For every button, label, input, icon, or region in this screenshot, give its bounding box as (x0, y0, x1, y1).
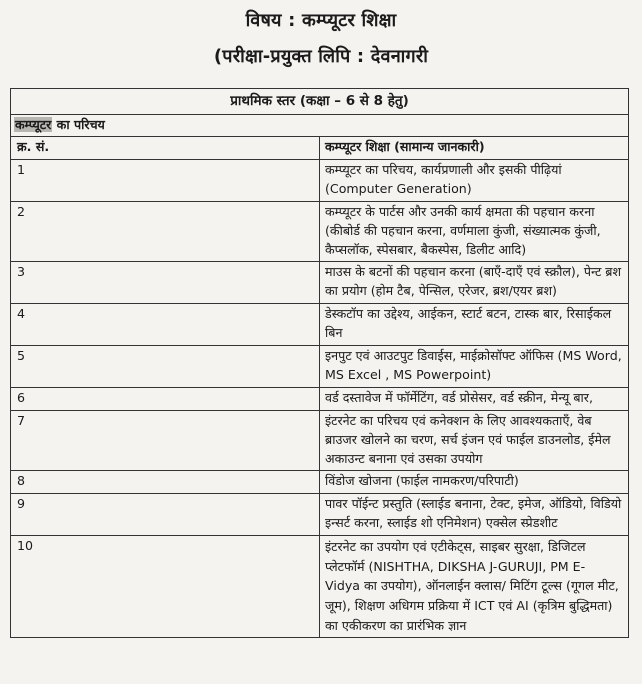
col-num-header: क्र. सं. (11, 137, 320, 160)
subject-title: विषय : कम्प्यूटर शिक्षा (245, 10, 397, 31)
row-num: 8 (11, 471, 320, 494)
syllabus-table (10, 88, 629, 638)
col-topic-header: कम्प्यूटर शिक्षा (सामान्य जानकारी) (320, 137, 629, 160)
level-heading: प्राथमिक स्तर (कक्षा – 6 से 8 हेतु) (11, 89, 629, 115)
section-rest: का परिचय (52, 117, 105, 133)
row-text: विंडोज खोजना (फाईल नामकरण/परिपाटी) (320, 471, 629, 494)
table-row (11, 387, 629, 410)
table-row (11, 346, 629, 388)
table-row (11, 536, 629, 638)
table-row (11, 494, 629, 536)
section-highlight: कम्प्यूटर (15, 117, 52, 133)
script-subtitle: (परीक्षा-प्रयुक्त लिपि : देवनागरी (213, 46, 429, 67)
table-row (11, 410, 629, 471)
table-row (11, 262, 629, 304)
row-text: इंटरनेट का उपयोग एवं एटीकेट्स, साइबर सुरक्षा, डिजिटल प्लेटफॉर्म (NISHTHA, DIKSHA J-GURUJI, PM E- Vidya का उपयोग), ऑनलाईन क्लास/ मिटिंग टूल्स (गूगल मीट, जूम), शिक्षण अधिगम प्रक्रिया में ICT एवं AI (कृत्रिम बुद्धिमता) का एकीकरण का प्रारंभिक ज्ञान (320, 536, 629, 638)
row-num: 2 (11, 201, 320, 262)
table-row (11, 471, 629, 494)
row-text: डेस्कटॉप का उद्देश्य, आईकन, स्टार्ट बटन, टास्क बार, रिसाईकल बिन (320, 304, 629, 346)
row-text: इनपुट एवं आउटपुट डिवाईस, माईक्रोसॉफ्ट ऑफिस (MS Word, MS Excel , MS Powerpoint) (320, 346, 629, 388)
row-num: 9 (11, 494, 320, 536)
row-text: इंटरनेट का परिचय एवं कनेक्शन के लिए आवश्यकताएँ, वेब ब्राउजर खोलने का चरण, सर्च इंजन एवं फाईल डाउनलोड, ईमेल अकाउन्ट बनाना एवं उसका उपयोग (320, 410, 629, 471)
row-num: 3 (11, 262, 320, 304)
row-text: कम्प्यूटर का परिचय, कार्यप्रणाली और इसकी पीढ़ियां (Computer Generation) (320, 160, 629, 202)
table-row (11, 160, 629, 202)
row-num: 7 (11, 410, 320, 471)
table-header (11, 137, 629, 160)
row-text: पावर पॉईन्ट प्रस्तुति (स्लाईड बनाना, टेक्ट, इमेज, ऑडियो, विडियो इन्सर्ट करना, स्लाईड शो एनिमेशन) एक्सेल स्प्रेडशीट (320, 494, 629, 536)
row-text: वर्ड दस्तावेज में फॉर्मेटिंग, वर्ड प्रोसेसर, वर्ड स्क्रीन, मेन्यू बार, (320, 387, 629, 410)
row-num: 5 (11, 346, 320, 388)
level-row (11, 89, 629, 115)
table-row (11, 304, 629, 346)
row-text: माउस के बटनों की पहचान करना (बाएँ-दाएँ एवं स्क्रौल), पेन्ट ब्रश का प्रयोग (होम टैब, पेन्सिल, एरेजर, ब्रश/एयर ब्रश) (320, 262, 629, 304)
row-num: 6 (11, 387, 320, 410)
table-row (11, 201, 629, 262)
section-heading (11, 115, 629, 137)
row-num: 10 (11, 536, 320, 638)
section-row (11, 115, 629, 137)
row-text: कम्प्यूटर के पार्टस और उनकी कार्य क्षमता की पहचान करना (कीबोर्ड की पहचान करना, वर्णमाला कुंजी, संख्यात्मक कुंजी, कैप्सलॉक, स्पेसबार, बैकस्पेस, डिलीट आदि) (320, 201, 629, 262)
row-num: 1 (11, 160, 320, 202)
row-num: 4 (11, 304, 320, 346)
